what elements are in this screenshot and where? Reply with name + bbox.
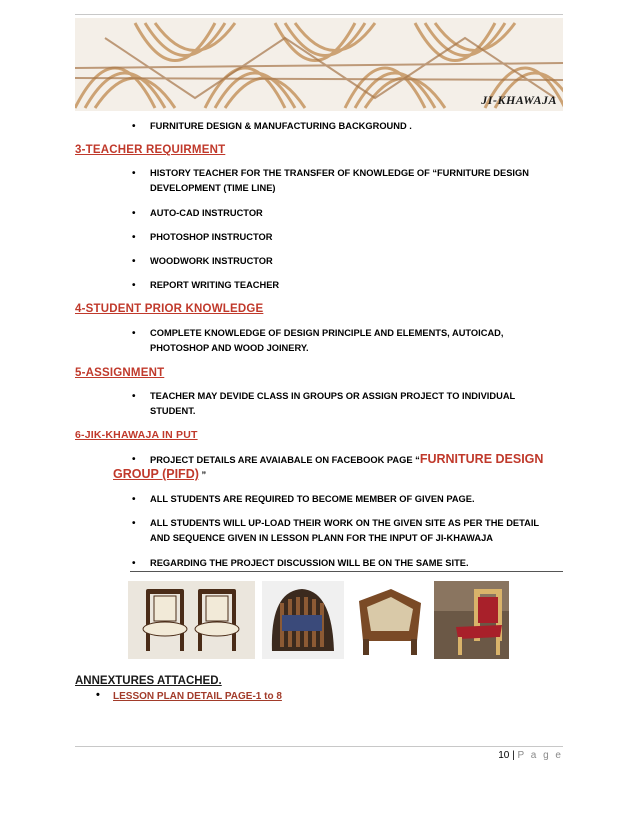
top-rule <box>75 14 563 15</box>
list-item <box>132 278 280 293</box>
slatted-chair-graphic <box>262 581 344 659</box>
bullet-icon: • <box>132 168 136 179</box>
list-item-text: AUTO-CAD INSTRUCTOR <box>150 208 263 218</box>
list-item-text: COMPLETE KNOWLEDGE OF DESIGN PRINCIPLE AND ELEMENTS, AUTOICAD, <box>150 328 504 338</box>
annexures-item: LESSON PLAN DETAIL PAGE-1 to 8 <box>113 691 282 702</box>
photo-red-chair <box>434 581 509 659</box>
bullet-icon: • <box>132 280 136 291</box>
list-item-text: REGARDING THE PROJECT DISCUSSION WILL BE ON THE SAME SITE. <box>150 558 469 568</box>
bullet-icon: • <box>132 454 136 465</box>
bullet-icon: • <box>132 232 136 243</box>
intro-bullet <box>132 119 412 134</box>
chairs-graphic <box>128 581 255 659</box>
list-item <box>132 389 516 419</box>
red-chair-graphic <box>434 581 509 659</box>
bullet-icon: • <box>132 328 136 339</box>
bullet-icon: • <box>132 208 136 219</box>
banner-label: JI-KHAWAJA <box>481 93 557 107</box>
list-item-text: ALL STUDENTS ARE REQUIRED TO BECOME MEMBER OF GIVEN PAGE. <box>150 494 475 504</box>
section-heading-input: 6-JIK-KHAWAJA IN PUT <box>75 429 198 441</box>
list-item-text: REPORT WRITING TEACHER <box>150 280 280 290</box>
list-item-text-cont: AND SEQUENCE GIVEN IN LESSON PLANN FOR THE INPUT OF JI-KHAWAJA <box>150 533 493 543</box>
bullet-icon: • <box>132 256 136 267</box>
armchair-graphic <box>351 581 427 659</box>
list-item-project-cont <box>113 467 206 483</box>
page-number: 10 <box>498 750 510 761</box>
list-item-text: HISTORY TEACHER FOR THE TRANSFER OF KNOWLEDGE OF “FURNITURE DESIGN <box>150 168 529 178</box>
list-item-text: PHOTOSHOP INSTRUCTOR <box>150 232 273 242</box>
list-item-text-cont: STUDENT. <box>150 406 196 416</box>
annexures-heading: ANNEXTURES ATTACHED. <box>75 675 222 687</box>
bullet-icon: • <box>132 391 136 402</box>
bullet-icon: • <box>132 518 136 529</box>
annexures-bullet-icon: • <box>96 689 100 701</box>
list-item-text-cont: PHOTOSHOP AND WOOD JOINERY. <box>150 343 309 353</box>
list-item-text: WOODWORK INSTRUCTOR <box>150 256 273 266</box>
project-name-2: GROUP (PIFD) <box>113 467 199 481</box>
page-footer <box>498 750 563 761</box>
list-item-project <box>132 452 570 468</box>
page-separator: | <box>509 750 518 761</box>
list-item-text: TEACHER MAY DEVIDE CLASS IN GROUPS OR ASSIGN PROJECT TO INDIVIDUAL <box>150 391 516 401</box>
page-word: P a g e <box>517 750 563 761</box>
project-name-1: FURNITURE DESIGN <box>419 452 544 466</box>
list-item-text-cont: DEVELOPMENT (TIME LINE) <box>150 183 276 193</box>
list-item <box>132 492 475 507</box>
section-heading-prior: 4-STUDENT PRIOR KNOWLEDGE <box>75 303 264 315</box>
list-item <box>132 556 469 571</box>
footer-rule <box>75 746 563 747</box>
photo-slatted-chair <box>262 581 344 659</box>
bullet-icon: • <box>132 494 136 505</box>
photo-armchair <box>351 581 427 659</box>
banner-image <box>75 18 563 111</box>
list-item <box>132 254 273 269</box>
list-item <box>132 206 263 221</box>
intro-bullet-text: FURNITURE DESIGN & MANUFACTURING BACKGROUND . <box>150 121 412 131</box>
list-item-text: ALL STUDENTS WILL UP-LOAD THEIR WORK ON THE GIVEN SITE AS PER THE DETAIL <box>150 518 540 528</box>
list-item <box>132 516 540 546</box>
section-rule <box>130 571 563 572</box>
photo-chairs <box>128 581 255 659</box>
list-item <box>132 166 529 196</box>
bullet-icon: • <box>132 121 136 132</box>
project-suffix: ” <box>198 470 207 480</box>
bullet-icon: • <box>132 558 136 569</box>
list-item <box>132 230 273 245</box>
list-item <box>132 326 504 356</box>
project-prefix: PROJECT DETAILS ARE AVAIABALE ON FACEBOOK PAGE “ <box>150 455 420 465</box>
section-heading-teacher: 3-TEACHER REQUIRMENT <box>75 144 226 156</box>
section-heading-assignment: 5-ASSIGNMENT <box>75 367 165 379</box>
